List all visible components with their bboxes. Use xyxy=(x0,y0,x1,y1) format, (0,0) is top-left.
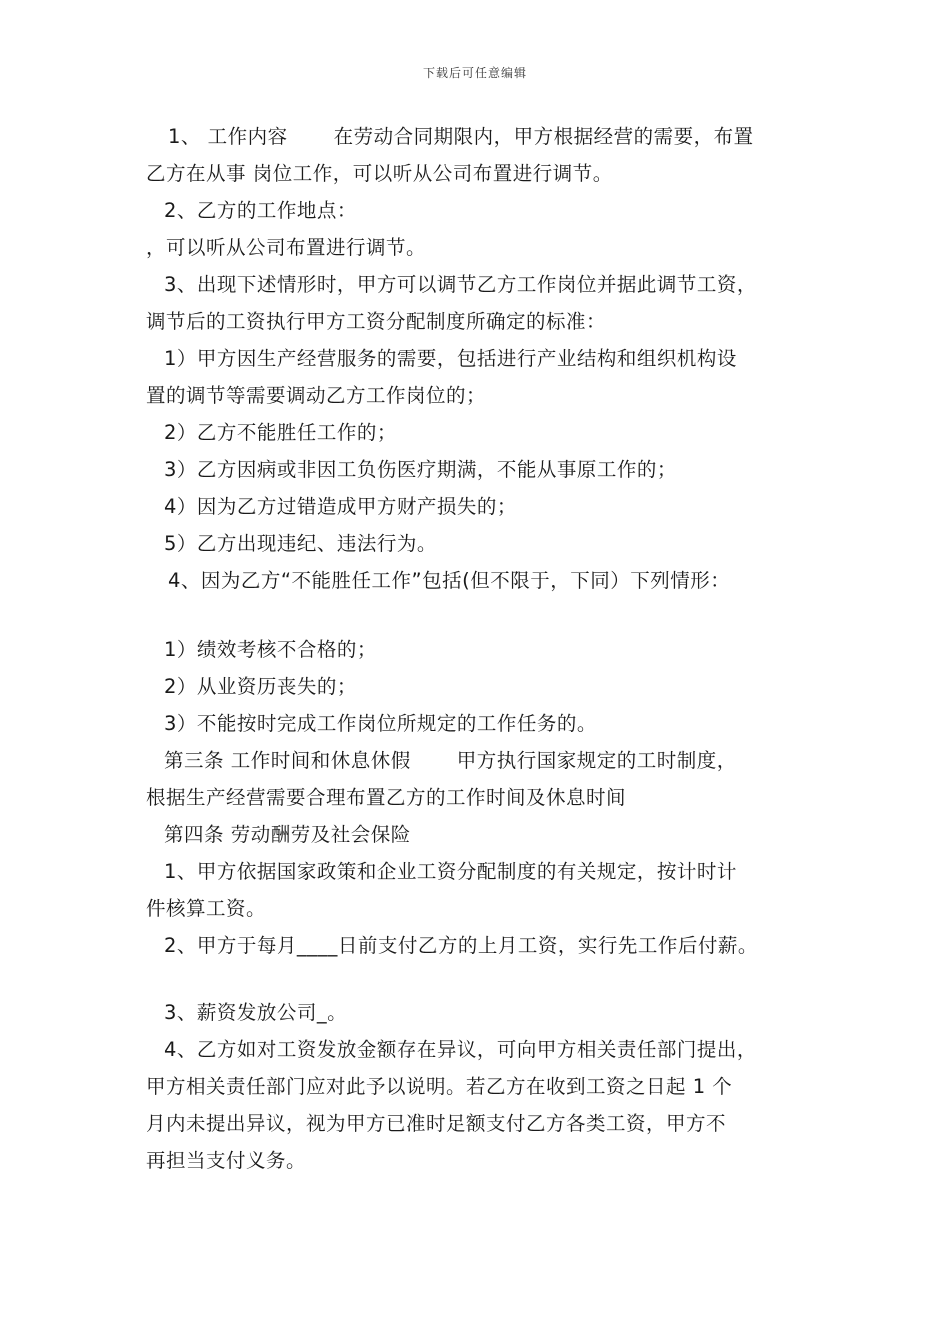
clause-title: 1、 工作内容 xyxy=(168,125,288,148)
paragraph-line: 2）从业资历丧失的； xyxy=(164,675,357,698)
paragraph-line: 1、甲方依据国家政策和企业工资分配制度的有关规定，按计时计 xyxy=(164,860,737,883)
paragraph-line: ，可以听从公司布置进行调节。 xyxy=(146,236,427,259)
paragraph-line: 2、乙方的工作地点： xyxy=(164,199,357,222)
paragraph-line: 4、因为乙方“不能胜任工作”包括(但不限于，下同）下列情形： xyxy=(168,569,731,592)
paragraph-line: 调节后的工资执行甲方工资分配制度所确定的标准： xyxy=(146,310,607,333)
blank-line xyxy=(146,964,836,994)
paragraph-line: 置的调节等需要调动乙方工作岗位的； xyxy=(146,384,487,407)
paragraph-line: 3、出现下述情形时，甲方可以调节乙方工作岗位并据此调节工资， xyxy=(164,273,757,296)
section-title: 第四条 劳动酬劳及社会保险 xyxy=(164,823,411,846)
paragraph-line: 3、薪资发放公司_。 xyxy=(164,1001,348,1024)
paragraph-line: 1）绩效考核不合格的； xyxy=(164,638,377,661)
document-body xyxy=(146,118,836,1179)
paragraph-line: 3）乙方因病或非因工负伤医疗期满，不能从事原工作的； xyxy=(164,458,677,481)
blank-line xyxy=(146,599,836,631)
paragraph-line: 乙方在从事 岗位工作，可以听从公司布置进行调节。 xyxy=(146,162,613,185)
paragraph-line: 月内未提出异议，视为甲方已准时足额支付乙方各类工资，甲方不 xyxy=(146,1112,727,1135)
paragraph-line: 3）不能按时完成工作岗位所规定的工作任务的。 xyxy=(164,712,597,735)
paragraph-line xyxy=(146,118,836,155)
page-header: 下载后可任意编辑 xyxy=(422,66,527,80)
paragraph-line: 4、乙方如对工资发放金额存在异议，可向甲方相关责任部门提出， xyxy=(164,1038,757,1061)
paragraph-line: 再担当支付义务。 xyxy=(146,1149,307,1172)
paragraph-line: 2）乙方不能胜任工作的； xyxy=(164,421,397,444)
paragraph-line: 1）甲方因生产经营服务的需要，包括进行产业结构和组织机构设 xyxy=(164,347,737,370)
section-text: 甲方执行国家规定的工时制度， xyxy=(456,749,737,772)
paragraph-line: 根据生产经营需要合理布置乙方的工作时间及休息时间 xyxy=(146,786,627,809)
paragraph-line xyxy=(146,742,836,779)
paragraph-line: 件核算工资。 xyxy=(146,897,267,920)
clause-text: 在劳动合同期限内，甲方根据经营的需要，布置 xyxy=(333,125,754,148)
section-title: 第三条 工作时间和休息休假 xyxy=(164,749,411,772)
paragraph-line: 甲方相关责任部门应对此予以说明。若乙方在收到工资之日起 1 个 xyxy=(146,1075,733,1098)
paragraph-line: 5）乙方出现违纪、违法行为。 xyxy=(164,532,437,555)
paragraph-line: 2、甲方于每月____日前支付乙方的上月工资，实行先工作后付薪。 xyxy=(164,934,758,957)
paragraph-line: 4）因为乙方过错造成甲方财产损失的； xyxy=(164,495,517,518)
